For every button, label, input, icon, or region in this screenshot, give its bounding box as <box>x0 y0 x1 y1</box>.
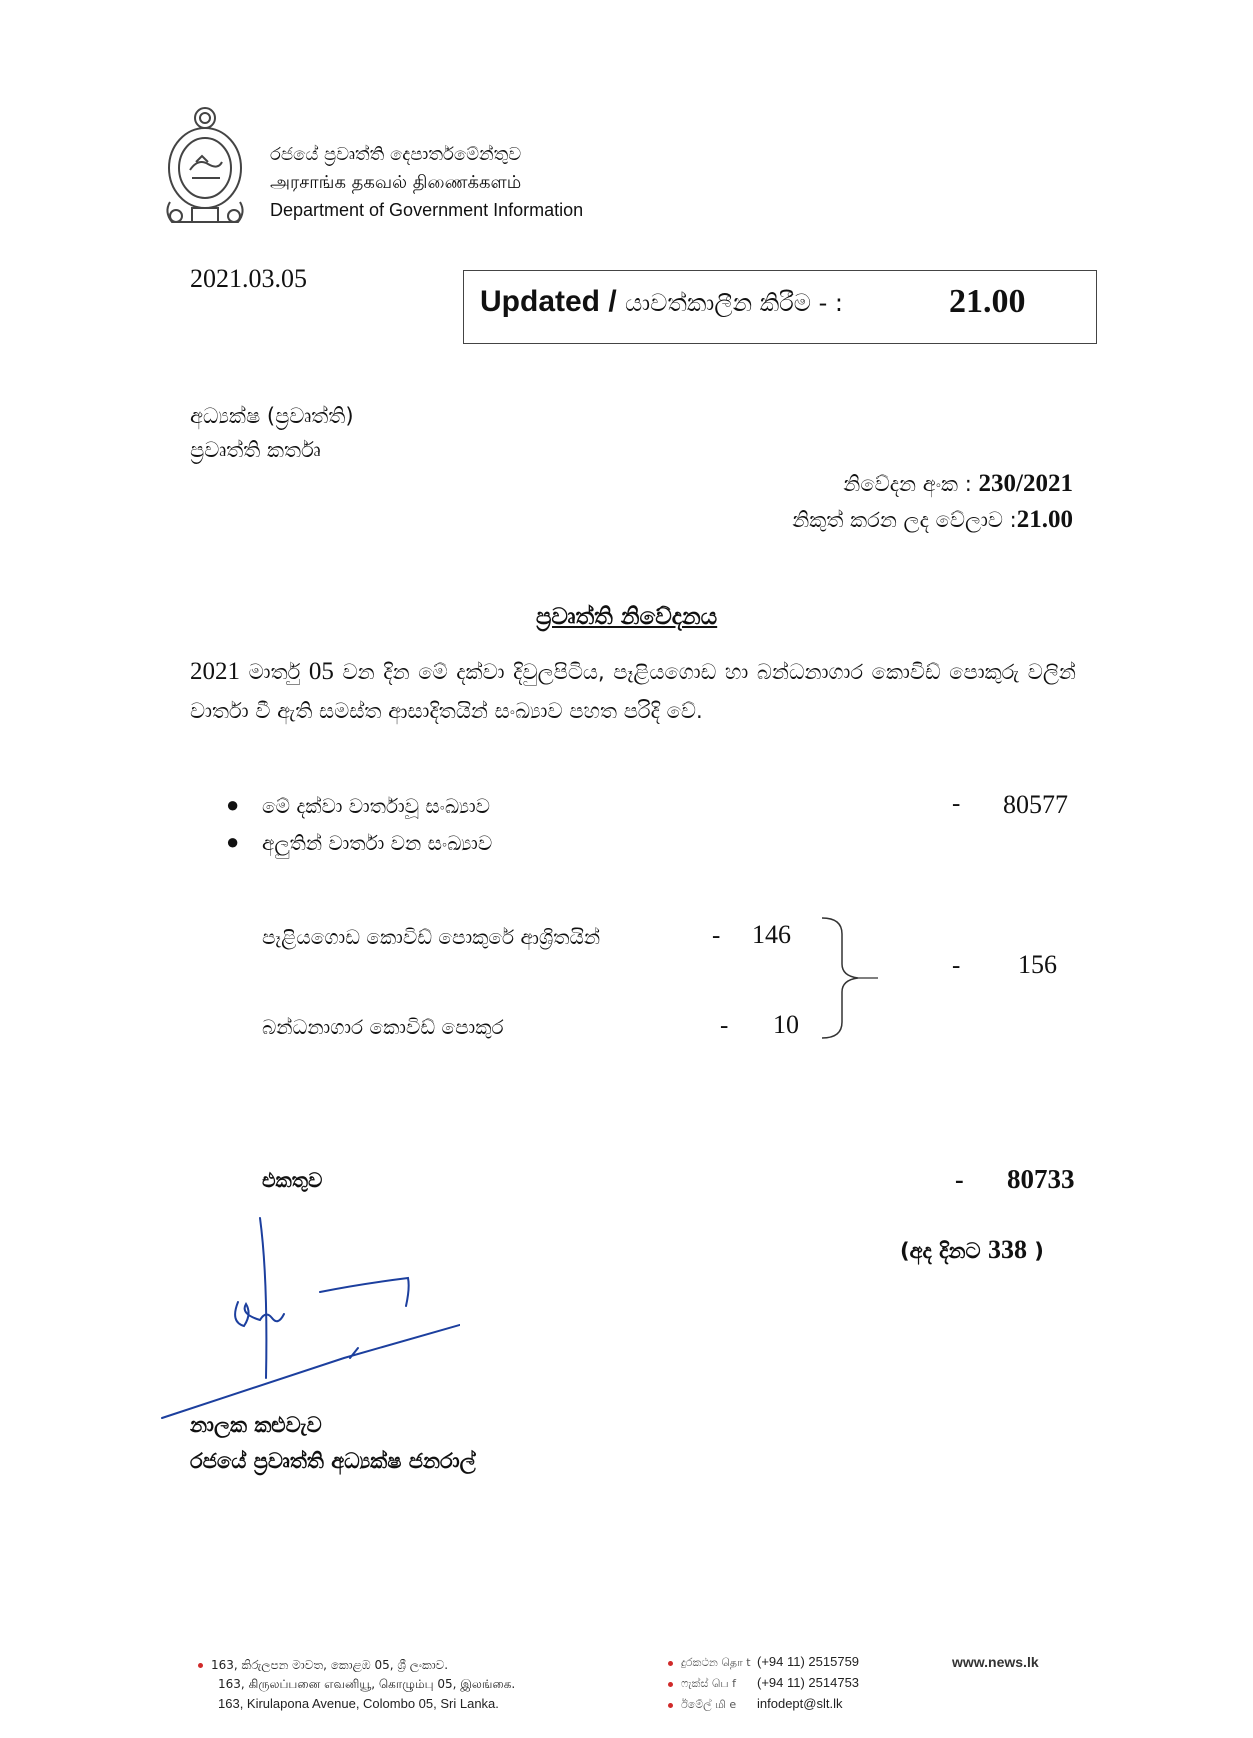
daily-count-open: (අද දිනට <box>900 1239 988 1263</box>
intro-text: වන දින මේ දක්වා දිවුලපිටිය, පෑළියගොඩ හා බන්ධනාගාර කොවිඩ් පොකුරු වලින් වාර්තා වී ඇති සමස්ත ආසාදිතයින් සංඛ්‍යාව පහත පරිදි වේ. <box>190 660 1076 723</box>
footer-bullet-icon <box>668 1661 673 1666</box>
prison-cluster-dash: - <box>720 1012 729 1039</box>
footer-phone: දුරකථන தொ t (+94 11) 2515759 <box>668 1654 859 1671</box>
bullet-icon: ● <box>226 829 240 854</box>
handwritten-signature <box>160 1210 460 1430</box>
cumulative-count-dash: - <box>952 790 961 817</box>
total-dash: - <box>955 1165 964 1194</box>
new-count-dash: - <box>952 952 961 979</box>
new-count-value: 156 <box>1018 950 1057 979</box>
peliyagoda-cluster-dash: - <box>712 922 721 949</box>
daily-count <box>900 1235 1044 1265</box>
footer-bullet-icon <box>198 1663 203 1668</box>
updated-box <box>463 270 1097 344</box>
signatory-title: රජයේ ප්‍රවෘත්ති අධ්‍යක්ෂ ජනරාල් <box>190 1449 476 1473</box>
bullet-icon: ● <box>226 792 240 817</box>
footer-email[interactable]: ඊමේල් மி e infodept@slt.lk <box>668 1696 842 1713</box>
total-label: එකතුව <box>262 1168 323 1192</box>
intro-paragraph <box>190 652 1076 731</box>
org-name-tamil: அரசாங்க தகவல் திணைக்களம் <box>270 172 522 193</box>
notice-number-value: 230/2021 <box>978 470 1073 497</box>
footer-website-link[interactable]: www.news.lk <box>952 1654 1039 1670</box>
release-time <box>792 506 1073 534</box>
updated-label-si: යාවත්කාලීන කිරීම - : <box>625 289 843 317</box>
document-date: 2021.03.05 <box>190 264 307 293</box>
updated-label <box>480 285 843 319</box>
prison-cluster-value: 10 <box>773 1010 799 1039</box>
intro-day: 05 <box>308 658 334 685</box>
cumulative-count-label: මේ දක්වා වාර්තාවූ සංඛ්‍යාව <box>262 794 491 818</box>
notice-number <box>843 470 1073 498</box>
recipient-director: අධ්‍යක්ෂ (ප්‍රවෘත්ති) <box>190 404 354 428</box>
updated-label-en: Updated / <box>480 285 626 318</box>
footer-bullet-icon <box>668 1703 673 1708</box>
sri-lanka-emblem-icon <box>162 104 248 232</box>
intro-month: මාර්තු <box>240 660 309 684</box>
org-name-english: Department of Government Information <box>270 200 584 220</box>
signatory-name: නාලක කළුවැව <box>190 1413 322 1437</box>
total-value: 80733 <box>1007 1164 1075 1194</box>
org-name-sinhala: රජයේ ප්‍රවෘත්ති දෙපාර්තමේන්තුව <box>270 144 522 165</box>
release-time-label: නිකුත් කරන ලද වේලාව : <box>792 508 1017 532</box>
right-brace-icon <box>820 916 880 1040</box>
prison-cluster-label: බන්ධනාගාර කොවිඩ් පොකුර <box>262 1015 504 1039</box>
footer-bullet-icon <box>668 1682 673 1687</box>
release-time-value: 21.00 <box>1016 506 1073 533</box>
daily-count-close: ) <box>1026 1239 1044 1263</box>
footer-address-sinhala: 163, කිරුලපන මාවත, කොළඹ 05, ශ්‍රී ලංකාව. <box>198 1658 448 1673</box>
recipient-editor: ප්‍රවෘත්ති කර්තෘ <box>190 438 321 462</box>
peliyagoda-cluster-label: පෑළියගොඩ කොවිඩ් පොකුරේ ආශ්‍රිතයින් <box>262 925 601 949</box>
page-title: ප්‍රවෘත්ති නිවේදනය <box>535 604 718 630</box>
intro-year: 2021 <box>190 658 240 685</box>
peliyagoda-cluster-value: 146 <box>752 920 791 949</box>
footer-address-english: 163, Kirulapona Avenue, Colombo 05, Sri Lanka. <box>218 1696 499 1711</box>
daily-count-value: 338 <box>987 1235 1027 1264</box>
notice-number-label: නිවේදන අංක : <box>843 472 979 496</box>
footer-fax: ෆැක්ස් பெ f (+94 11) 2514753 <box>668 1675 859 1692</box>
new-count-label: අලුතින් වාර්තා වන සංඛ්‍යාව <box>262 831 493 855</box>
updated-time: 21.00 <box>949 283 1026 320</box>
footer-address-tamil: 163, கிருலப்பனை எவனியூ, கொழும்பு 05, இலங்கை. <box>218 1677 516 1691</box>
cumulative-count-value: 80577 <box>1003 790 1068 819</box>
